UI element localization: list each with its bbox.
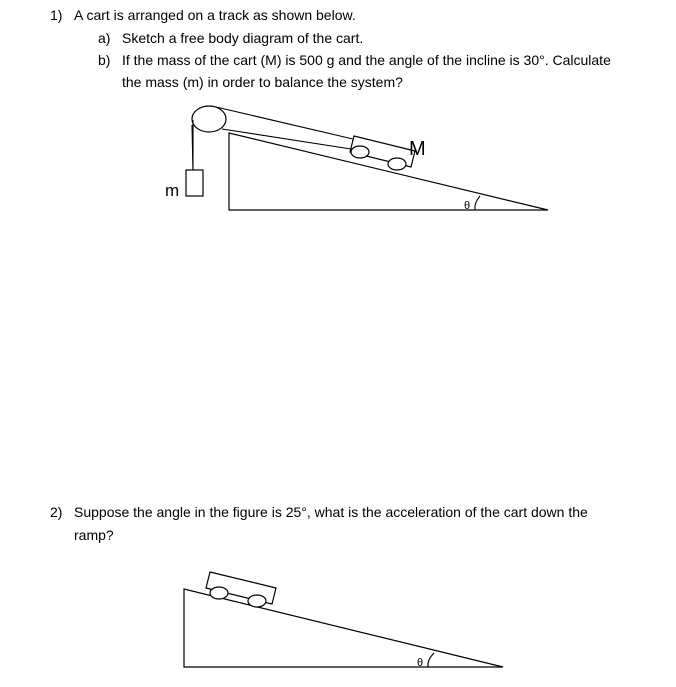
q2-line1: Suppose the angle in the figure is 25°, what is the acceleration of the cart down the: [74, 504, 588, 520]
q1b-letter: b): [98, 52, 111, 68]
incline-2: [184, 589, 503, 667]
label-theta-2: θ: [417, 657, 424, 669]
hanging-mass: [186, 170, 203, 196]
q1a-letter: a): [98, 30, 111, 46]
q1b-line2: the mass (m) in order to balance the system?: [122, 74, 403, 90]
q1b-line1: If the mass of the cart (M) is 500 g and the angle of the incline is 30°. Calculate: [122, 52, 611, 68]
angle-arc-1: [475, 196, 480, 210]
cart-2: [206, 572, 276, 607]
angle-arc-2: [428, 653, 434, 667]
q2-number: 2): [50, 504, 63, 520]
q1a-text: Sketch a free body diagram of the cart.: [122, 30, 364, 46]
label-m: m: [165, 181, 180, 200]
q2-line2: ramp?: [74, 527, 114, 543]
q1-text: A cart is arranged on a track as shown below.: [74, 7, 356, 23]
q1-number: 1): [50, 7, 63, 23]
pulley: [192, 106, 226, 132]
label-M: M: [409, 138, 426, 160]
label-theta-1: θ: [464, 200, 471, 212]
